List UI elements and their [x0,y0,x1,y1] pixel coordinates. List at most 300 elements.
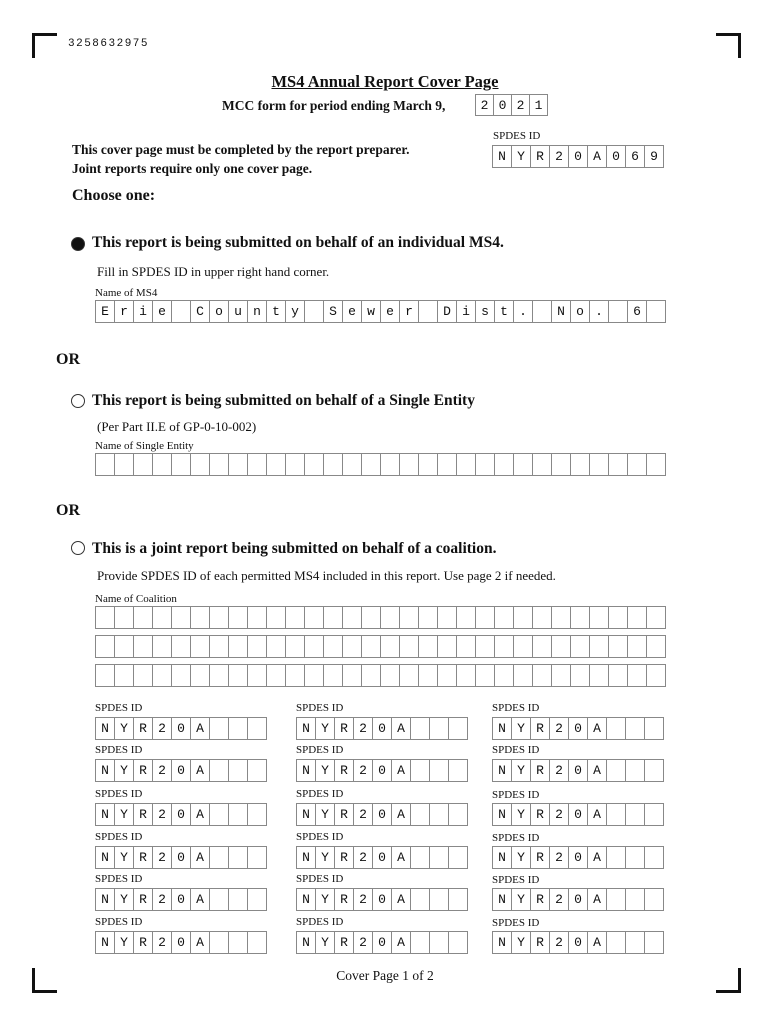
char-box: R [335,846,354,869]
char-box: A [191,759,210,782]
char-box [607,803,626,826]
or-separator-2: OR [56,502,80,519]
coalition-spdes-id-label: SPDES ID [296,744,344,756]
char-box [229,803,248,826]
coalition-name-field-row-1[interactable] [95,606,666,629]
coalition-spdes-id-label: SPDES ID [95,916,143,928]
char-box [381,635,400,658]
char-box: 1 [530,94,548,116]
char-box: o [210,300,229,323]
char-box: D [438,300,457,323]
char-box: N [96,888,115,911]
char-box: 0 [172,803,191,826]
char-box: C [191,300,210,323]
char-box [552,635,571,658]
char-box [590,453,609,476]
char-box [430,717,449,740]
char-box: Y [115,759,134,782]
char-box [457,635,476,658]
char-box [457,606,476,629]
char-box: 0 [569,759,588,782]
char-box [457,664,476,687]
char-box [267,453,286,476]
char-box [430,846,449,869]
coalition-spdes-id-field[interactable] [296,803,468,826]
char-box: 0 [172,759,191,782]
char-box: R [134,717,153,740]
char-box [419,300,438,323]
char-box: N [297,846,316,869]
char-box: N [297,931,316,954]
char-box: N [96,803,115,826]
char-box [115,453,134,476]
char-box [324,664,343,687]
char-box [286,635,305,658]
char-box: R [531,145,550,168]
char-box: Y [316,888,335,911]
char-box: A [588,888,607,911]
char-box [153,606,172,629]
char-box [210,664,229,687]
char-box [134,606,153,629]
char-box: Y [115,888,134,911]
or-separator-1: OR [56,351,80,368]
char-box [626,759,645,782]
char-box [609,664,628,687]
char-box: A [392,931,411,954]
char-box: Y [115,717,134,740]
char-box: s [476,300,495,323]
char-box [438,606,457,629]
option-coalition-label: This is a joint report being submitted on behalf of a coalition. [92,540,497,557]
coalition-spdes-id-field[interactable] [492,803,664,826]
char-box [647,606,666,629]
char-box [645,931,664,954]
char-box [400,664,419,687]
coalition-spdes-id-field[interactable] [492,759,664,782]
char-box: R [531,717,550,740]
radio-single-entity[interactable] [71,394,85,408]
char-box [362,664,381,687]
coalition-spdes-id-field[interactable] [296,759,468,782]
choose-one-heading: Choose one: [72,187,156,204]
char-box [607,888,626,911]
spdes-id-label: SPDES ID [493,130,541,142]
char-box [229,931,248,954]
char-box: 2 [512,94,530,116]
char-box: 0 [373,846,392,869]
char-box: e [343,300,362,323]
char-box [248,803,267,826]
crop-mark-top-left [32,33,57,58]
char-box [305,606,324,629]
spdes-id-field[interactable] [492,145,664,168]
char-box [438,664,457,687]
coalition-spdes-id-label: SPDES ID [296,873,344,885]
char-box: 9 [645,145,664,168]
option-individual-label: This report is being submitted on behalf of an individual MS4. [92,234,504,251]
char-box [476,606,495,629]
char-box: N [297,717,316,740]
char-box: 0 [569,931,588,954]
char-box [343,664,362,687]
char-box: N [297,803,316,826]
char-box [607,759,626,782]
char-box [381,606,400,629]
char-box [419,664,438,687]
char-box [210,606,229,629]
char-box: R [134,759,153,782]
char-box: R [335,931,354,954]
char-box [229,888,248,911]
char-box [449,803,468,826]
char-box: A [588,759,607,782]
char-box: N [96,717,115,740]
period-year-field[interactable] [475,94,548,116]
char-box: N [493,145,512,168]
char-box [343,606,362,629]
char-box [229,453,248,476]
coalition-spdes-id-field[interactable] [492,888,664,911]
char-box: 0 [569,803,588,826]
char-box [96,635,115,658]
char-box: 2 [550,931,569,954]
char-box [153,635,172,658]
char-box: R [134,888,153,911]
char-box: A [191,888,210,911]
coalition-name-field-row-3[interactable] [95,664,666,687]
char-box [647,300,666,323]
char-box [647,453,666,476]
char-box: E [96,300,115,323]
radio-coalition[interactable] [71,541,85,555]
char-box: 0 [172,931,191,954]
char-box: y [286,300,305,323]
char-box: t [267,300,286,323]
char-box [449,759,468,782]
char-box: . [514,300,533,323]
char-box [248,635,267,658]
char-box: A [191,717,210,740]
coalition-spdes-id-field[interactable] [296,717,468,740]
coalition-spdes-id-field[interactable] [95,717,267,740]
char-box [419,635,438,658]
instructions [72,140,409,178]
char-box: A [588,846,607,869]
char-box: Y [316,803,335,826]
char-box [607,931,626,954]
char-box [449,931,468,954]
char-box: N [493,888,512,911]
char-box [609,453,628,476]
coalition-spdes-id-field[interactable] [95,803,267,826]
char-box [411,717,430,740]
period-label: MCC form for period ending March 9, [222,98,446,113]
ms4-name-label: Name of MS4 [95,287,158,299]
char-box [115,635,134,658]
char-box: 0 [494,94,512,116]
char-box [514,606,533,629]
char-box [191,664,210,687]
char-box: 2 [476,94,494,116]
char-box: 2 [550,888,569,911]
ms4-name-field[interactable] [95,300,666,323]
char-box [210,759,229,782]
coalition-spdes-id-field[interactable] [492,931,664,954]
char-box: R [335,759,354,782]
char-box: A [191,803,210,826]
char-box [400,453,419,476]
char-box [590,664,609,687]
char-box: 2 [153,846,172,869]
char-box [191,635,210,658]
char-box: S [324,300,343,323]
char-box: Y [316,931,335,954]
char-box [645,846,664,869]
char-box [229,635,248,658]
char-box: 2 [153,803,172,826]
char-box [411,888,430,911]
coalition-spdes-id-field[interactable] [296,931,468,954]
char-box: Y [512,846,531,869]
char-box [438,453,457,476]
char-box [430,759,449,782]
char-box [552,453,571,476]
char-box: A [392,717,411,740]
char-box: i [134,300,153,323]
char-box [411,931,430,954]
coalition-spdes-id-field[interactable] [296,846,468,869]
char-box [607,717,626,740]
char-box [590,606,609,629]
coalition-spdes-id-label: SPDES ID [95,788,143,800]
char-box [626,931,645,954]
char-box: N [493,931,512,954]
coalition-spdes-id-label: SPDES ID [492,789,540,801]
char-box [495,635,514,658]
char-box [248,846,267,869]
char-box [134,664,153,687]
char-box: R [134,846,153,869]
char-box [411,846,430,869]
char-box: R [531,759,550,782]
coalition-spdes-id-label: SPDES ID [296,788,344,800]
char-box [381,664,400,687]
char-box [248,606,267,629]
char-box: 0 [373,803,392,826]
char-box: R [335,717,354,740]
char-box [626,846,645,869]
char-box: 6 [628,300,647,323]
char-box [229,606,248,629]
char-box [628,664,647,687]
char-box: R [531,803,550,826]
char-box: 0 [172,888,191,911]
char-box [533,453,552,476]
char-box: N [493,717,512,740]
char-box [248,759,267,782]
char-box [172,453,191,476]
char-box [343,453,362,476]
char-box: 0 [373,931,392,954]
char-box [571,664,590,687]
char-box: 0 [172,846,191,869]
char-box [645,888,664,911]
char-box: A [392,846,411,869]
char-box: r [115,300,134,323]
char-box: N [96,931,115,954]
char-box [172,635,191,658]
char-box [115,664,134,687]
char-box [607,846,626,869]
instruction-line-2: Joint reports require only one cover page. [72,161,313,176]
char-box [495,453,514,476]
char-box [571,606,590,629]
coalition-spdes-id-field[interactable] [492,717,664,740]
option-coalition-note: Provide SPDES ID of each permitted MS4 included in this report. Use page 2 if needed. [97,568,556,583]
char-box [645,759,664,782]
coalition-spdes-id-field[interactable] [95,759,267,782]
page-title: MS4 Annual Report Cover Page [271,72,499,91]
radio-individual-ms4[interactable] [71,237,85,251]
char-box [172,664,191,687]
char-box: e [381,300,400,323]
char-box: 2 [153,717,172,740]
option-single-entity-note: (Per Part II.E of GP-0-10-002) [97,419,257,434]
char-box [400,635,419,658]
char-box [533,664,552,687]
coalition-name-field-row-2[interactable] [95,635,666,658]
char-box [495,664,514,687]
char-box [153,664,172,687]
char-box: N [493,759,512,782]
char-box: 0 [569,717,588,740]
char-box [229,717,248,740]
char-box [134,453,153,476]
char-box [362,635,381,658]
char-box: 0 [569,846,588,869]
char-box: A [392,888,411,911]
char-box: 2 [550,846,569,869]
char-box: Y [512,803,531,826]
char-box: 0 [569,888,588,911]
char-box: R [531,931,550,954]
char-box: 0 [373,717,392,740]
char-box [248,453,267,476]
char-box [172,300,191,323]
char-box: o [571,300,590,323]
char-box: 2 [354,931,373,954]
char-box: w [362,300,381,323]
char-box [609,606,628,629]
coalition-spdes-id-field[interactable] [95,931,267,954]
char-box [571,453,590,476]
char-box [571,635,590,658]
char-box: n [248,300,267,323]
char-box [248,664,267,687]
char-box [628,453,647,476]
char-box [286,606,305,629]
coalition-spdes-id-field[interactable] [296,888,468,911]
option-single-entity-label: This report is being submitted on behalf of a Single Entity [92,392,475,409]
char-box [476,664,495,687]
coalition-spdes-id-label: SPDES ID [95,831,143,843]
option-individual-note: Fill in SPDES ID in upper right hand corner. [97,264,330,279]
char-box [411,759,430,782]
coalition-spdes-id-label: SPDES ID [296,831,344,843]
char-box: 0 [607,145,626,168]
char-box [210,717,229,740]
char-box [248,931,267,954]
coalition-spdes-id-field[interactable] [492,846,664,869]
char-box [210,453,229,476]
char-box [419,606,438,629]
coalition-spdes-id-field[interactable] [95,888,267,911]
char-box [210,931,229,954]
char-box: 2 [354,717,373,740]
char-box: Y [512,145,531,168]
char-box [628,635,647,658]
char-box [210,888,229,911]
char-box: 0 [373,888,392,911]
char-box: Y [115,931,134,954]
coalition-spdes-id-field[interactable] [95,846,267,869]
char-box [267,635,286,658]
char-box [449,846,468,869]
char-box [419,453,438,476]
char-box: A [191,846,210,869]
coalition-name-label: Name of Coalition [95,593,177,605]
char-box: N [552,300,571,323]
char-box: 0 [569,145,588,168]
char-box: A [588,145,607,168]
char-box: R [531,846,550,869]
char-box [645,717,664,740]
char-box [647,635,666,658]
char-box: A [392,759,411,782]
char-box [514,453,533,476]
char-box: Y [316,759,335,782]
char-box: 2 [153,888,172,911]
char-box [191,453,210,476]
char-box [476,453,495,476]
char-box [381,453,400,476]
char-box: R [335,803,354,826]
char-box: Y [316,846,335,869]
char-box: 2 [153,931,172,954]
char-box: N [297,888,316,911]
char-box: R [134,931,153,954]
char-box [438,635,457,658]
char-box: 2 [354,803,373,826]
crop-mark-top-right [716,33,741,58]
char-box [609,635,628,658]
char-box: Y [512,717,531,740]
char-box: t [495,300,514,323]
char-box [305,300,324,323]
char-box [626,803,645,826]
single-entity-name-field[interactable] [95,453,666,476]
coalition-spdes-id-label: SPDES ID [95,744,143,756]
char-box [430,888,449,911]
char-box [645,803,664,826]
char-box [533,300,552,323]
char-box [533,635,552,658]
char-box [229,759,248,782]
char-box: Y [512,759,531,782]
char-box [286,453,305,476]
char-box [305,664,324,687]
